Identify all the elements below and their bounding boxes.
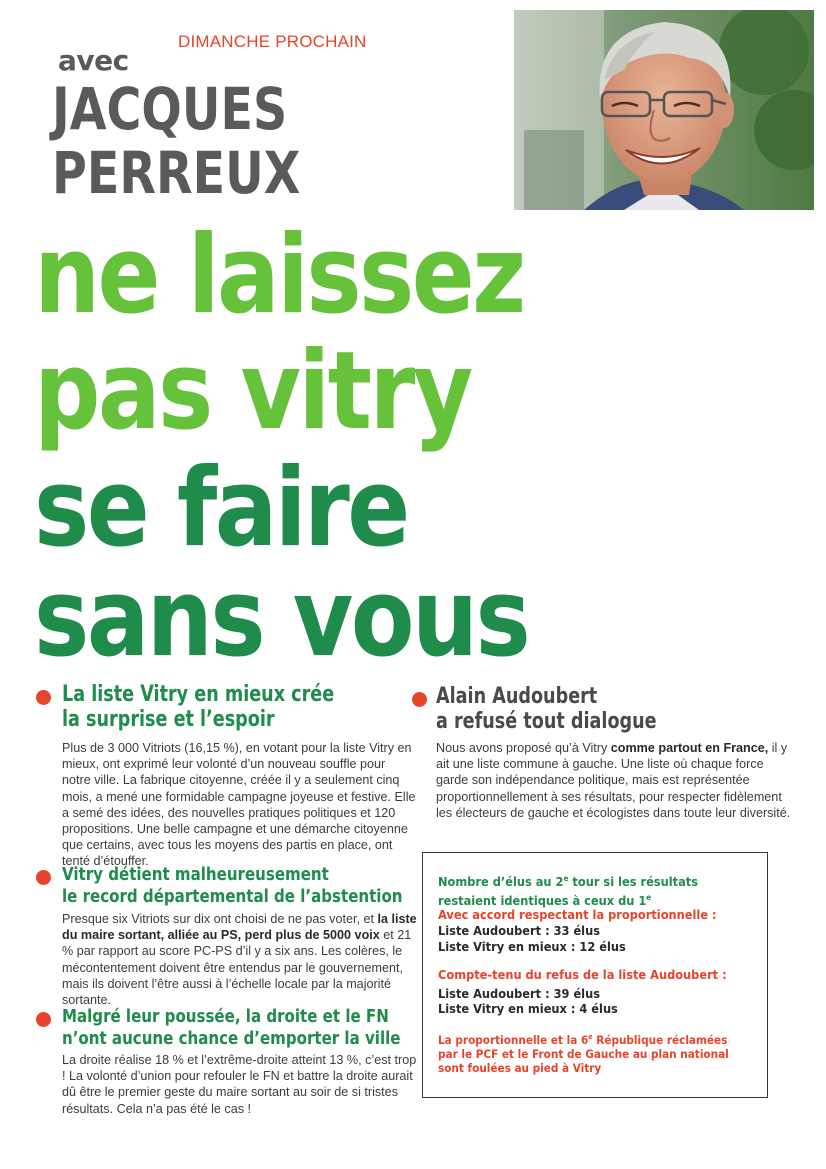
bullet-dot	[36, 870, 51, 885]
slogan-line-4: sans vous	[34, 556, 529, 681]
article-headline: le record départemental de l’abstention	[62, 887, 403, 907]
candidate-first-name: JACQUES	[52, 75, 288, 143]
article-body: Presque six Vitriots sur dix ont choisi de ne pas voter, et la liste du maire sortant, alliée au PS, perd plus de 5000 voix et 21 % par rapport au score PC-PS d’il y a six ans. Les colères, le mécontentement doivent être entendus par le gouvernement, mais ils doivent l’être aussi à l’échelle locale par la majorité sortante.	[62, 912, 417, 1008]
kicker-text: DIMANCHE PROCHAIN	[178, 32, 367, 51]
article-headline: a refusé tout dialogue	[436, 709, 657, 734]
scenario-label: Compte-tenu du refus de la liste Audoubert :	[438, 967, 727, 982]
bullet-dot	[412, 692, 427, 707]
article-headline: Alain Audoubert	[436, 684, 598, 709]
candidate-photo	[514, 10, 814, 210]
scenario-label: Avec accord respectant la proportionnelle :	[438, 907, 717, 922]
bullet-dot	[36, 1012, 51, 1027]
result-line: Liste Vitry en mieux : 4 élus	[438, 1001, 618, 1016]
candidate-last-name: PERREUX	[52, 139, 301, 207]
result-line: Liste Audoubert : 33 élus	[438, 923, 600, 938]
slogan-line-1: ne laissez	[34, 213, 524, 338]
avec-label: avec	[58, 44, 129, 77]
result-line: Liste Vitry en mieux : 12 élus	[438, 939, 626, 954]
article-body: Plus de 3 000 Vitriots (16,15 %), en votant pour la liste Vitry en mieux, ont exprimé leur volonté d’un nouveau souffle pour notre ville. La fabrique citoyenne, créée il y a seulement cinq mois, a mené une formidable campagne joyeuse et festive. Elle a semé des idées, des nouvelles pratiques politiques et 120 propositions. Une belle campagne et une démarche citoyenne que certains, avec tous les moyens des partis en place, ont tenté d’étouffer.	[62, 741, 416, 869]
article-headline: La liste Vitry en mieux crée	[62, 682, 335, 707]
article-headline: la surprise et l’espoir	[62, 707, 275, 732]
article-headline: Malgré leur poussée, la droite et le FN	[62, 1007, 389, 1027]
result-line: Liste Audoubert : 39 élus	[438, 986, 600, 1001]
slogan-line-2: pas vitry	[34, 329, 471, 454]
bullet-dot	[36, 690, 51, 705]
article-headline: Vitry détient malheureusement	[62, 865, 329, 885]
article-body: La droite réalise 18 % et l’extrême-droite atteint 13 %, c’est trop ! La volonté d’union pour refouler le FN et battre la droite aurait dû être le premier geste du maire sortant au soir de si tristes résultats. Cela n’a pas été le cas !	[62, 1053, 417, 1116]
results-box-note: La proportionnelle et la 6e République réclamées par le PCF et le Front de Gauche au plan national sont foulées au pied à Vitry	[438, 1032, 729, 1075]
article-headline: n’ont aucune chance d’emporter la ville	[62, 1029, 401, 1049]
results-box-title: Nombre d’élus au 2e tour si les résultats restaient identiques à ceux du 1e	[438, 874, 699, 908]
slogan-line-3: se faire	[34, 446, 408, 571]
article-body: Nous avons proposé qu’à Vitry comme partout en France, il y ait une liste commune à gauche. Une liste où chaque force garde son indépendance politique, mais est représentée proportionnellement à ses résultats, pour respecter fidèlement les électeurs de gauche et écologistes dans toute leur diversité.	[436, 741, 791, 820]
